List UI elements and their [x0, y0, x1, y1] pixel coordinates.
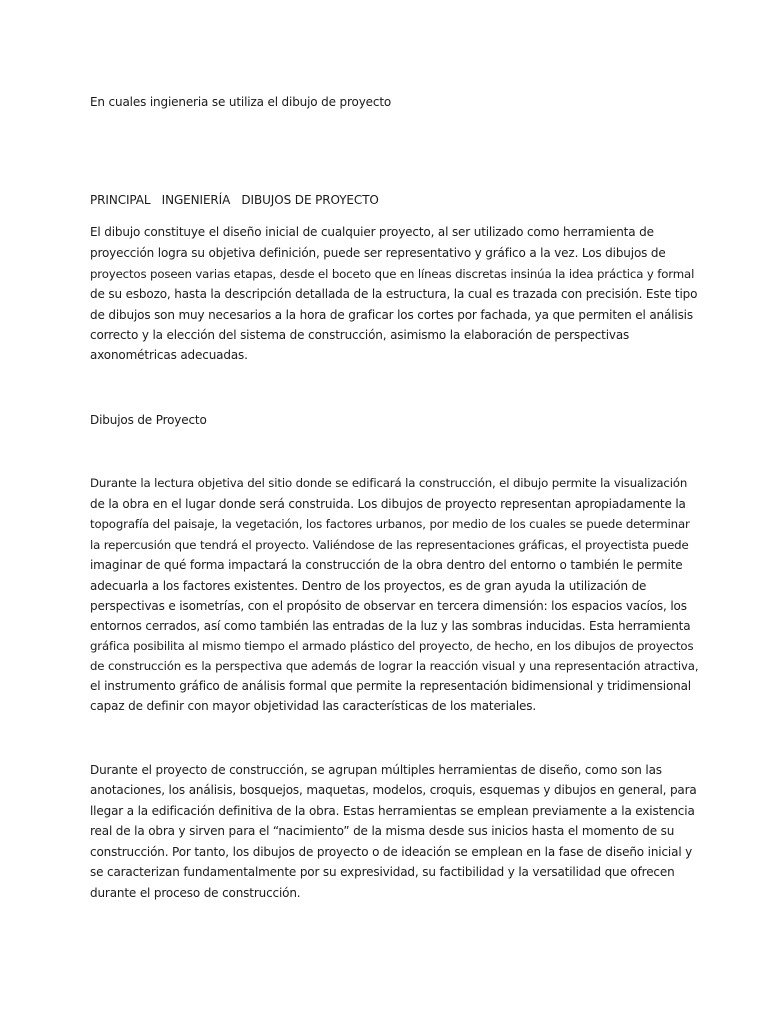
paragraph-line: correcto y la elección del sistema de construcción, asimismo la elaboración de perspectivas [90, 328, 630, 342]
paragraph-line: capaz de definir con mayor objetividad las características de los materiales. [90, 699, 537, 713]
paragraph-line: imaginar de qué forma impactará la construcción de la obra dentro del entorno o también le permite [90, 558, 683, 572]
paragraph-line: llegar a la edificación definitiva de la obra. Estas herramientas se emplean previamente a la existencia [90, 804, 695, 818]
paragraph-line: axonométricas adecuadas. [90, 348, 248, 362]
paragraph-line: construcción. Por tanto, los dibujos de proyecto o de ideación se emplean en la fase de diseño inicial y [90, 845, 693, 859]
paragraph-line: de dibujos son muy necesarios a la hora de graficar los cortes por fachada, ya que permiten el análisis [90, 308, 693, 322]
paragraph-line: durante el proceso de construcción. [90, 886, 301, 900]
paragraph-line: anotaciones, los análisis, bosquejos, maquetas, modelos, croquis, esquemas y dibujos en general, para [90, 783, 697, 797]
breadcrumb [90, 190, 379, 210]
breadcrumb-item-ingenieria: INGENIERÍA [161, 193, 231, 207]
paragraph-line: entornos cerrados, así como también las entradas de la luz y las sombras inducidas. Esta herramienta [90, 619, 691, 633]
paragraph-line: de la obra en el lugar donde será construida. Los dibujos de proyecto representan apropiadamente la [90, 497, 686, 511]
paragraph-line: perspectivas e isometrías, con el propósito de observar en tercera dimensión: los espacios vacíos, los [90, 599, 687, 613]
paragraph-line: de construcción es la perspectiva que además de lograr la reacción visual y una representación atractiva, [90, 659, 699, 673]
paragraph-line: gráfica posibilita al mismo tiempo el armado plástico del proyecto, de hecho, en los dibujos de proyectos [90, 639, 694, 653]
paragraph-line: el instrumento gráfico de análisis formal que permite la representación bidimensional y tridimensional [90, 679, 691, 693]
question-title: En cuales ingieneria se utiliza el dibujo de proyecto [90, 95, 392, 109]
breadcrumb-item-dibujos-de-proyecto: DIBUJOS DE PROYECTO [241, 193, 379, 207]
paragraph-line: se caracterizan fundamentalmente por su expresividad, su factibilidad y la versatilidad que ofrecen [90, 865, 675, 879]
paragraph-line: El dibujo constituye el diseño inicial de cualquier proyecto, al ser utilizado como herramienta de [90, 225, 654, 239]
paragraph-line: proyección logra su objetiva definición, puede ser representativo y gráfico a la vez. Los dibujos de [90, 246, 666, 260]
paragraph-line: la repercusión que tendrá el proyecto. Valiéndose de las representaciones gráficas, el proyectista puede [90, 538, 689, 552]
paragraph-line: adecuarla a los factores existentes. Dentro de los proyectos, es de gran ayuda la utilización de [90, 579, 647, 593]
paragraph-line: real de la obra y sirven para el “nacimiento” de la misma desde sus inicios hasta el momento de su [90, 824, 675, 838]
paragraph-line: proyectos poseen varias etapas, desde el boceto que en líneas discretas insinúa la idea práctica y formal [90, 267, 695, 281]
paragraph-line: de su esbozo, hasta la descripción detallada de la estructura, la cual es trazada con precisión. Este tipo [90, 287, 698, 301]
paragraph-line: topografía del paisaje, la vegetación, los factores urbanos, por medio de los cuales se puede determinar [90, 517, 690, 531]
paragraph-line: Durante el proyecto de construcción, se agrupan múltiples herramientas de diseño, como son las [90, 763, 662, 777]
section-title: Dibujos de Proyecto [90, 413, 207, 427]
breadcrumb-item-principal: PRINCIPAL [90, 193, 151, 207]
paragraph-line: Durante la lectura objetiva del sitio donde se edificará la construcción, el dibujo permite la visualización [90, 476, 688, 490]
